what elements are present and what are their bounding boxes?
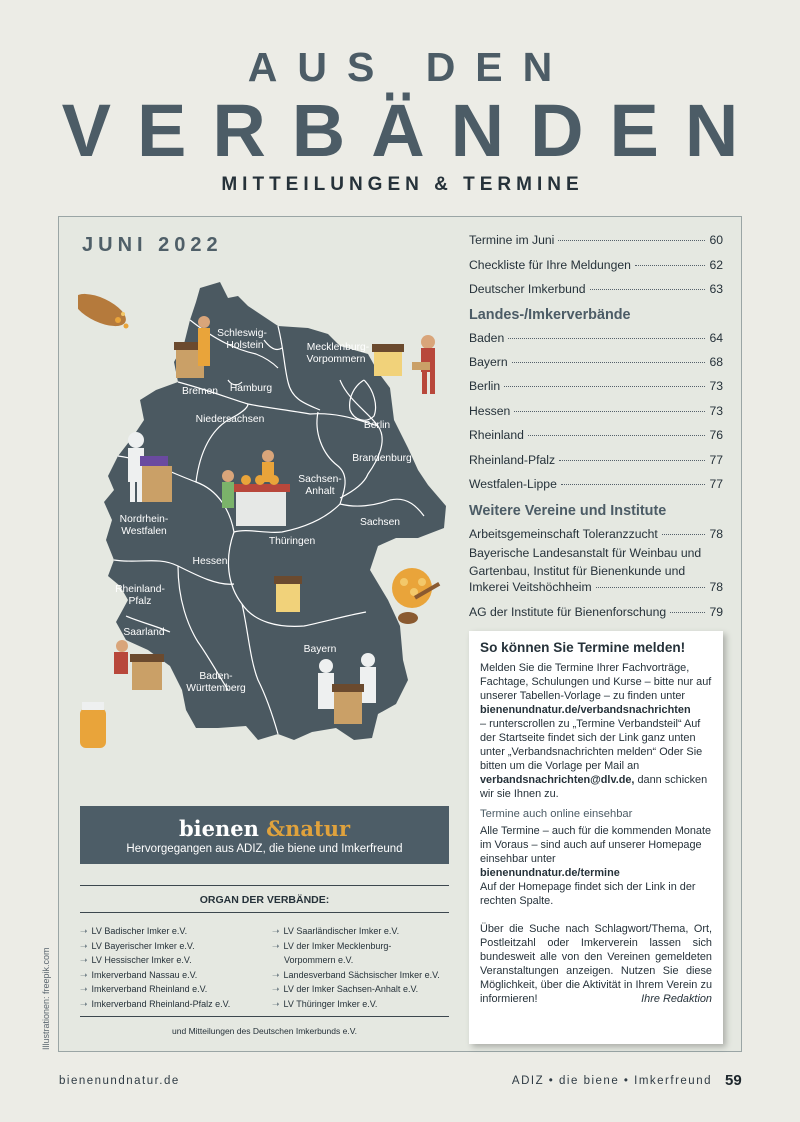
organ-item: ➝ Imkerverband Nassau e.V. [80, 969, 198, 980]
arrow-icon: ➝ [80, 955, 88, 965]
state-label: Mecklenburg- [306, 342, 370, 353]
organ-footnote: und Mitteilungen des Deutschen Imkerbunds e.V. [172, 1026, 357, 1036]
link-verbandsnachrichten[interactable]: bienenundnatur.de/verbandsnachrichten [480, 704, 691, 716]
header-subtitle: MITTEILUNGEN & TERMINE [221, 174, 584, 195]
toc-entry[interactable]: Berlin 73 [469, 379, 723, 393]
arrow-icon: ➝ [80, 940, 88, 951]
organ-bottom-rule [80, 1016, 449, 1017]
beekeeper-right-illustration [412, 335, 435, 394]
toc-entry[interactable]: Hessen 73 [469, 404, 723, 418]
state-label: Bremen [181, 386, 219, 397]
info-box-title: So können Sie Termine melden! [480, 640, 686, 655]
state-label: Thüringen [268, 536, 316, 547]
organ-list-right [272, 924, 440, 1011]
arrow-icon: ➝ [80, 984, 88, 994]
organ-item-continuation: Vorpommern e.V. [284, 955, 354, 965]
organ-title: ORGAN DER VERBÄNDE: [199, 894, 330, 906]
organ-item: ➝ Imkerverband Rheinland-Pfalz e.V. [80, 998, 231, 1009]
organ-list-left [80, 924, 230, 1011]
state-label: Schleswig- [217, 328, 267, 339]
brand-banner [80, 806, 449, 864]
organ-item: ➝ Imkerverband Rheinland e.V. [80, 984, 208, 994]
toc-entry[interactable]: Arbeitsgemeinschaft Toleranzzucht 78 [469, 527, 723, 541]
state-label: Bayern [303, 644, 337, 655]
info-text: Auf der Homepage findet sich der Link in der rechten Spalte. [480, 881, 696, 907]
toc-entry-line[interactable]: Bayerische Landesanstalt für Weinbau und [469, 546, 702, 560]
mail-link[interactable]: verbandsnachrichten@dlv.de, [480, 774, 635, 786]
footer-magazines: ADIZ • die biene • Imkerfreund [511, 1075, 712, 1087]
organ-item: ➝ LV der Imker Mecklenburg- [272, 940, 392, 951]
arrow-icon: ➝ [80, 998, 88, 1009]
brand-logo-amp: & [266, 816, 286, 841]
organ-mid-rule [80, 912, 449, 913]
toc-entry[interactable]: Westfalen-Lippe 77 [469, 477, 723, 491]
organ-top-rule [80, 885, 449, 886]
info-text: Melden Sie die Termine Ihrer Fachvorträge, Fachtage, Schulungen und Kurse – bitte nur auf unserer Tabellen-Vorlage – zu finden unter [480, 662, 712, 702]
arrow-icon: ➝ [272, 998, 280, 1009]
link-termine[interactable]: bienenundnatur.de/termine [480, 867, 620, 879]
info-text: Über die Suche nach Schlagwort/Thema, Ort, Postleitzahl oder Imkerverein lassen sich bundesweit alle von den Vereinen gemeldeten Veranstaltungen anzeigen. Nutzen Sie diese Möglichkeit, über die Aktivität in Ihrem Verein zu informieren! Ihre Redaktion [480, 923, 712, 1005]
arrow-icon: ➝ [80, 969, 88, 980]
state-label: Westfalen [121, 526, 167, 537]
state-label: Anhalt [305, 486, 335, 497]
state-label: Württemberg [186, 683, 246, 694]
page-number: 59 [725, 1072, 742, 1089]
arrow-icon: ➝ [272, 969, 280, 980]
toc-entry[interactable]: Bayern 68 [469, 355, 723, 369]
toc-heading-landesverbaende: Landes-/Imkerverbände [469, 307, 631, 323]
toc-entry[interactable]: Deutscher Imkerbund 63 [469, 282, 723, 296]
toc-entry[interactable]: Baden 64 [469, 331, 723, 345]
illustration-credit: Illustrationen: freepik.com [41, 947, 51, 1050]
brand-subtitle: Hervorgegangen aus ADIZ, die biene und Imkerfreund [126, 843, 403, 855]
state-label: Berlin [363, 420, 391, 431]
state-label: Vorpommern [306, 354, 366, 365]
arrow-icon: ➝ [272, 926, 280, 936]
info-box [469, 631, 723, 1044]
organ-item: ➝ LV der Imker Sachsen-Anhalt e.V. [272, 984, 419, 994]
toc-heading-weitere: Weitere Vereine und Institute [469, 503, 667, 519]
state-label: Pfalz [128, 596, 152, 607]
toc-entry[interactable]: Checkliste für Ihre Meldungen 62 [469, 258, 723, 272]
header-title: VERBÄNDEN [61, 89, 765, 172]
brand-logo-part2: natur [285, 816, 351, 841]
toc-entry[interactable]: Termine im Juni 60 [469, 233, 723, 247]
state-label: Baden- [199, 671, 233, 682]
organ-item: ➝ Landesverband Sächsischer Imker e.V. [272, 969, 440, 980]
info-text: – runterscrollen zu „Termine Verbandsteil“ Auf der Startseite findet sich der Link ganz unten unter „Verbandsnachrichten melden“ Oder Sie bitten um die Vorlage per Mail an verbandsnachrichten@dlv.de, dann schicken wir sie Ihnen zu. [480, 718, 708, 800]
toc-entry[interactable]: Imkerei Veitshöchheim 78 [469, 580, 723, 594]
info-text: Alle Termine – auch für die kommenden Monate im Voraus – sind auch auf unserer Homepage einsehbar unter [480, 825, 712, 865]
state-label: Hamburg [229, 383, 273, 394]
arrow-icon: ➝ [80, 926, 88, 936]
arrow-icon: ➝ [272, 984, 280, 994]
germany-map [78, 270, 463, 770]
info-subheading: Termine auch online einsehbar [480, 808, 633, 820]
month-label: JUNI 2022 [82, 234, 223, 256]
signature: Ihre Redaktion [641, 993, 712, 1005]
state-label: Holstein [226, 340, 264, 351]
arrow-icon: ➝ [272, 940, 280, 951]
organ-item: ➝ LV Bayerischer Imker e.V. [80, 940, 195, 951]
honey-jar-illustration [80, 702, 106, 748]
organ-item: ➝ LV Thüringer Imker e.V. [272, 998, 378, 1009]
state-label: Sachsen [359, 517, 401, 528]
toc-entry[interactable]: Rheinland 76 [469, 428, 723, 442]
brand-logo-part1: bienen [178, 816, 259, 841]
brand-logo [80, 816, 449, 841]
beehive-top-right-illustration [372, 344, 404, 376]
organ-item: ➝ LV Saarländischer Imker e.V. [272, 926, 400, 936]
toc-entry[interactable]: Rheinland-Pfalz 77 [469, 453, 723, 467]
honeycomb-illustration [392, 568, 440, 624]
state-label: Nordrhein- [119, 514, 169, 525]
state-label: Hessen [192, 556, 228, 567]
organ-item: ➝ LV Hessischer Imker e.V. [80, 955, 192, 965]
beehive-center-illustration [274, 576, 302, 612]
state-label: Brandenburg [352, 453, 412, 464]
state-label: Rheinland- [115, 584, 165, 595]
state-label: Saarland [123, 627, 165, 638]
toc-entry-line[interactable]: Gartenbau, Institut für Bienenkunde und [469, 564, 686, 578]
toc-entry[interactable]: AG der Institute für Bienenforschung 79 [469, 605, 723, 619]
state-label: Sachsen- [298, 474, 342, 485]
state-label: Niedersachsen [195, 414, 265, 425]
header-line-1: AUS DEN [247, 44, 573, 90]
organ-item: ➝ LV Badischer Imker e.V. [80, 926, 188, 936]
footer-website[interactable]: bienenundnatur.de [59, 1075, 180, 1087]
honey-scoop-illustration [78, 287, 130, 332]
